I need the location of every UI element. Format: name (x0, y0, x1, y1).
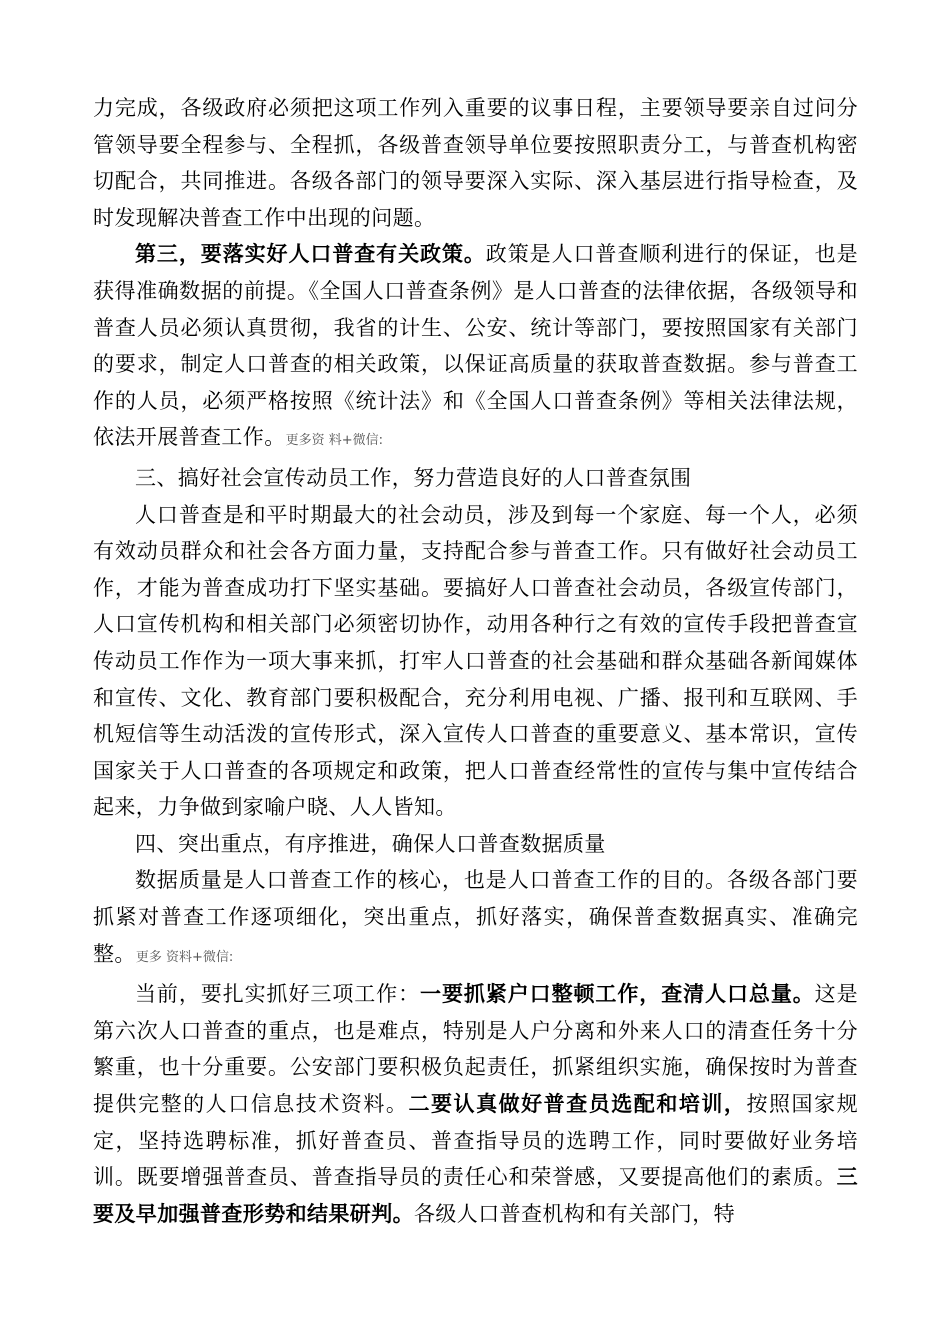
paragraph-2-bold-lead: 第三，要落实好人口普查有关政策。 (135, 241, 486, 267)
paragraph-5-point-1: 一要抓紧户口整顿工作，查清人口总量。 (420, 981, 815, 1007)
paragraph-5-point-3: 三要及早加强普查形势和结果研判。 (93, 1164, 858, 1226)
paragraph-5-text-1: 这是第六次人口普查的重点，也是难点，特别是人户分离和外来人口的清查任务十分繁重，也十分重要。公安部门要积极负起责任，抓紧组织实施，确保按时为普查提供完整的人口信息技术资料。 (93, 982, 858, 1117)
paragraph-4-body: 数据质量是人口普查工作的核心，也是人口普查工作的目的。各级各部门要抓紧对普查工作逐项细化，突出重点，抓好落实，确保普查数据真实、准确完整。 (93, 868, 858, 966)
paragraph-5-point-2: 二要认真做好普查员选配和培训， (408, 1091, 747, 1117)
watermark-note-2: 更多 资料+微信: (135, 949, 234, 965)
section-heading-4: 四、突出重点，有序推进，确保人口普查数据质量 (135, 831, 606, 856)
paragraph-5-text-2: 按照国家规定，坚持选聘标准，抓好普查员、普查指导员的选聘工作，同时要做好业务培训。既要增强普查员、普查指导员的责任心和荣誉感，又要提高他们的素质。 (93, 1092, 859, 1190)
paragraph-5-intro: 当前，要扎实抓好三项工作： (135, 982, 421, 1007)
paragraph-2 (93, 236, 858, 460)
paragraph-4 (93, 862, 858, 976)
watermark-note-1: 更多资 料+微信: (285, 433, 384, 449)
paragraph-5-text-3: 各级人口普查机构和有关部门，特 (414, 1201, 735, 1226)
paragraph-3: 人口普查是和平时期最大的社会动员，涉及到每一个家庭、每一个人，必须有效动员群众和社会各方面力量，支持配合参与普查工作。只有做好社会动员工作，才能为普查成功打下坚实基础。要搞好人口普查社会动员，各级宣传部门，人口宣传机构和相关部门必须密切协作，动用各种行之有效的宣传手段把普查宣传动员工作作为一项大事来抓，打牢人口普查的社会基础和群众基础各新闻媒体和宣传、文化、教育部门要积极配合，充分利用电视、广播、报刊和互联网、手机短信等生动活泼的宣传形式，深入宣传人口普查的重要意义、基本常识，宣传国家关于人口普查的各项规定和政策，把人口普查经常性的宣传与集中宣传结合起来，力争做到家喻户晓、人人皆知。 (93, 502, 858, 820)
paragraph-1: 力完成，各级政府必须把这项工作列入重要的议事日程，主要领导要亲自过问分管领导要全程参与、全程抓，各级普查领导单位要按照职责分工，与普查机构密切配合，共同推进。各级各部门的领导要深入实际、深入基层进行指导检查，及时发现解决普查工作中出现的问题。 (93, 96, 858, 230)
paragraph-5 (93, 976, 858, 1232)
document-page (93, 90, 858, 1232)
paragraph-2-body: 政策是人口普查顺利进行的保证，也是获得准确数据的前提。《全国人口普查条例》是人口普查的法律依据，各级领导和普查人员必须认真贯彻，我省的计生、公安、统计等部门，要按照国家有关部门的要求，制定人口普查的相关政策，以保证高质量的获取普查数据。参与普查工作的人员，必须严格按照《统计法》和《全国人口普查条例》等相关法律法规，依法开展普查工作。 (93, 242, 858, 450)
section-heading-3: 三、搞好社会宣传动员工作，努力营造良好的人口普查氛围 (135, 465, 692, 490)
